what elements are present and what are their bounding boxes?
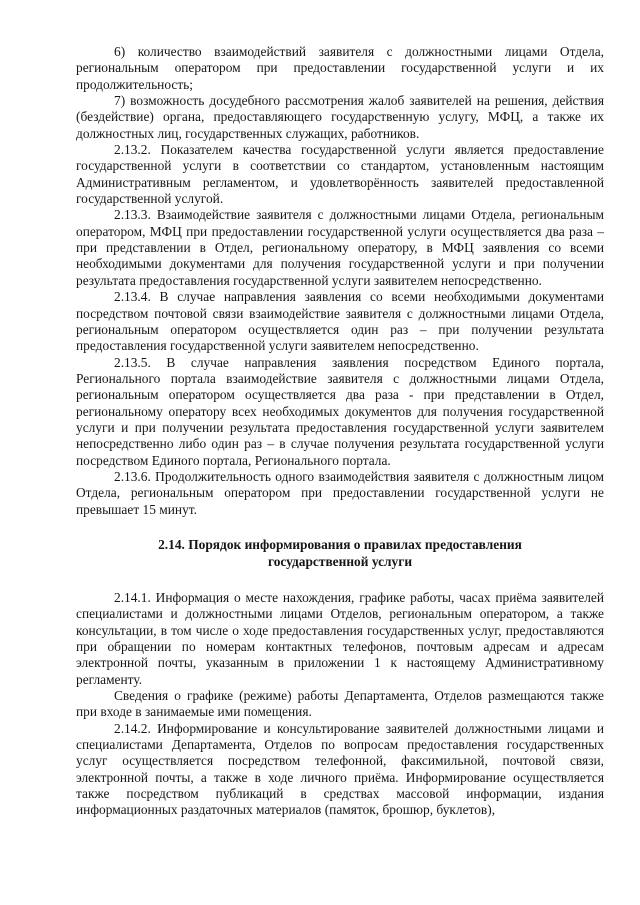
paragraph-2-14-1: 2.14.1. Информация о месте нахождения, графике работы, часах приёма заявителей специалистами и должностными лицами Отделов, региональным оператором, а также консультации, в том числе о ходе предоставления государственных услуг, предоставляются при обращении по номерам контактных телефонов, почтовым адресам и адресам электронной почты, указанным в приложении 1 к настоящему Административному регламенту. [76,589,604,687]
paragraph-schedule-info: Сведения о графике (режиме) работы Департамента, Отделов размещаются также при входе в занимаемые ими помещения. [76,688,604,720]
section-heading-line-1: 2.14. Порядок информирования о правилах предоставления [158,536,522,552]
paragraph-2-14-2: 2.14.2. Информирование и консультирование заявителей должностными лицами и специалистами Департамента, Отделов по вопросам предоставления государственных услуг осуществляется посредством телефонной, факсимильной, почтовой связи, электронной почты, а также в ходе личного приёма. Информирование осуществляется также посредством публикаций в средствах массовой информации, издания информационных раздаточных материалов (памяток, брошюр, буклетов), [76,720,604,818]
paragraph-2-13-6: 2.13.6. Продолжительность одного взаимодействия заявителя с должностным лицом Отдела, региональным оператором при предоставлении государственной услуги не превышает 15 минут. [76,468,604,517]
paragraph-2-13-2: 2.13.2. Показателем качества государственной услуги является предоставление государственной услуги в соответствии со стандартом, установленным настоящим Административным регламентом, и удовлетворённость заявителей предоставленной государственной услугой. [76,142,604,207]
paragraph-2-13-4: 2.13.4. В случае направления заявления со всеми необходимыми документами посредством почтовой связи взаимодействие заявителя с должностными лицами Отдела, региональным оператором осуществляется один раз – при получении результата предоставления государственной услуги заявителем непосредственно. [76,289,604,354]
paragraph-2-13-5: 2.13.5. В случае направления заявления посредством Единого портала, Регионального портала взаимодействие заявителя с должностными лицами Отдела, региональным оператором осуществляется два раза - при представлении в Отдел, региональному оператору всех необходимых документов для получения государственной услуги и при получении результата предоставления государственной услуги заявителем непосредственно либо один раз – в случае получения результата государственной услуги посредством Единого портала, Регионального портала. [76,354,604,468]
paragraph-item-7: 7) возможность досудебного рассмотрения жалоб заявителей на решения, действия (бездействие) органа, предоставляющего государственную услугу, МФЦ, а также их должностных лиц, государственных служащих, работников. [76,93,604,141]
paragraph-item-6: 6) количество взаимодействий заявителя с должностными лицами Отдела, региональным оператором при предоставлении государственной услуги и их продолжительность; [76,44,604,92]
section-heading-line-2: государственной услуги [267,553,413,569]
section-heading-2-14 [76,536,604,570]
paragraph-2-13-3: 2.13.3. Взаимодействие заявителя с должностными лицами Отдела, региональным оператором, МФЦ при предоставлении государственной услуги осуществляется два раза – при представлении в Отдел, региональному оператору, в МФЦ заявления со всеми необходимыми документами для получения государственной услуги и при получении результата предоставления государственной услуги заявителем непосредственно. [76,207,604,288]
